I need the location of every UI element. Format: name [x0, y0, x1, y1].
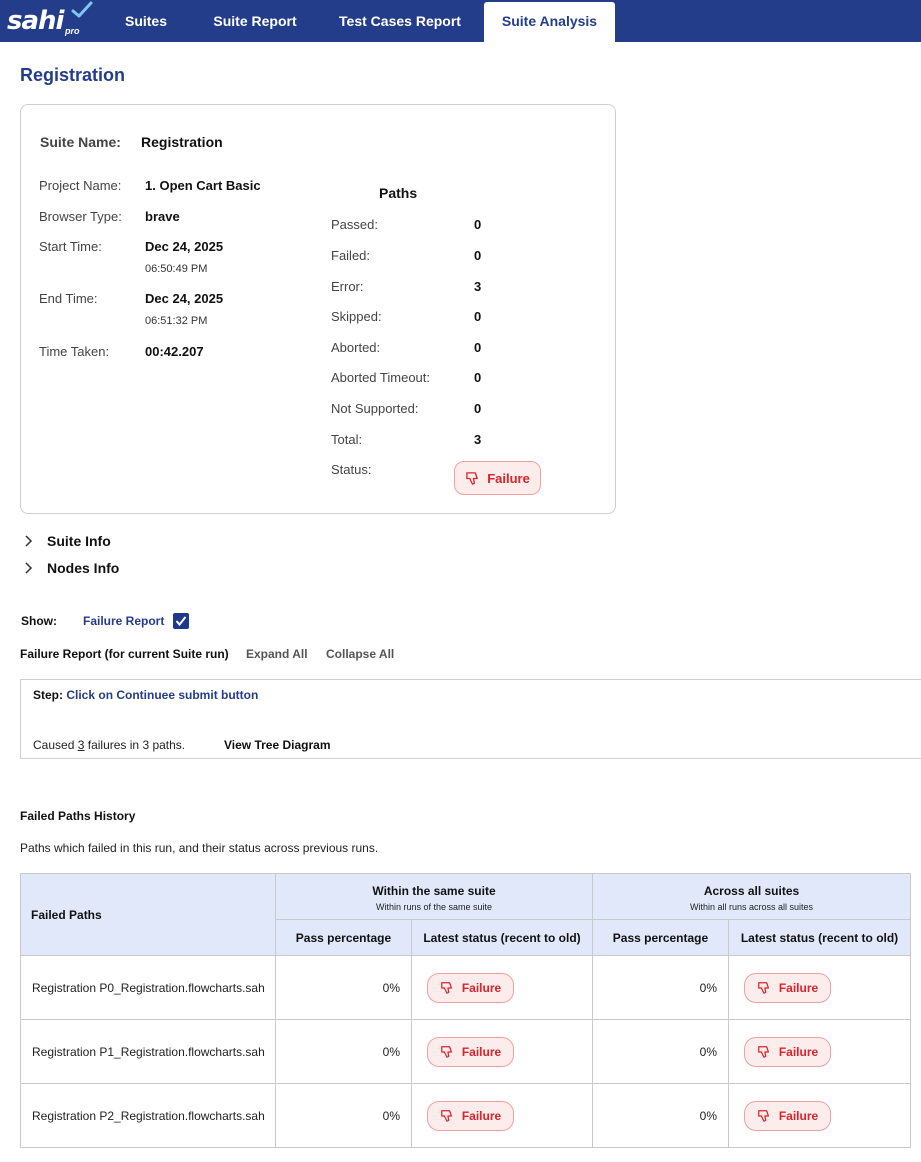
paths-error-value: 3: [474, 279, 482, 294]
logo-text: sahi: [7, 6, 64, 36]
thumbs-down-icon: [757, 1109, 771, 1123]
failure-step-box: [20, 679, 921, 759]
col-latest-status: Latest status (recent to old): [729, 920, 911, 956]
path-cell[interactable]: Registration P0_Registration.flowcharts.sah: [21, 956, 276, 1020]
project-name-value: 1. Open Cart Basic: [145, 178, 261, 193]
expand-all-link[interactable]: Expand All: [246, 647, 308, 661]
same-pass-pct-cell: 0%: [276, 1020, 412, 1084]
failed-paths-history-title: Failed Paths History: [20, 809, 136, 823]
end-date-value: Dec 24, 2025: [145, 291, 224, 306]
collapse-all-link[interactable]: Collapse All: [326, 647, 395, 661]
suite-name-label: Suite Name:: [40, 134, 121, 150]
status-label: Status:: [331, 462, 372, 477]
accordion-nodes-info[interactable]: Nodes Info: [24, 560, 119, 576]
step-text[interactable]: Click on Continuee submit button: [66, 688, 259, 702]
col-failed-paths: Failed Paths: [21, 874, 276, 956]
check-icon: [71, 1, 93, 19]
browser-type-value: brave: [145, 209, 180, 224]
thumbs-down-icon: [757, 1045, 771, 1059]
view-tree-diagram-link[interactable]: View Tree Diagram: [224, 738, 331, 752]
end-time-label: End Time:: [39, 291, 98, 306]
paths-total-label: Total:: [331, 432, 363, 447]
group-all-suites: Across all suites Within all runs across all suites: [593, 874, 911, 920]
same-pass-pct-cell: 0%: [276, 1084, 412, 1148]
col-pass-percentage: Pass percentage: [593, 920, 729, 956]
status-badge[interactable]: Failure: [427, 1101, 514, 1131]
paths-failed-value: 0: [474, 248, 482, 263]
failed-paths-table: [20, 873, 911, 1148]
paths-aborted-timeout-label: Aborted Timeout:: [331, 370, 430, 385]
browser-type-label: Browser Type:: [39, 209, 122, 224]
paths-failed-label: Failed:: [331, 248, 371, 263]
check-icon: [175, 615, 187, 627]
status-badge[interactable]: Failure: [744, 1101, 831, 1131]
paths-not-supported-label: Not Supported:: [331, 401, 419, 416]
project-name-label: Project Name:: [39, 178, 122, 193]
end-time-value: 06:51:32 PM: [145, 315, 208, 327]
paths-not-supported-value: 0: [474, 401, 482, 416]
status-badge: Failure: [454, 461, 541, 495]
all-status-cell: [729, 1084, 911, 1148]
step-label: Step: Click on Continuee submit button: [33, 688, 259, 702]
time-taken-label: Time Taken:: [39, 344, 110, 359]
paths-passed-value: 0: [474, 217, 482, 232]
status-badge[interactable]: Failure: [427, 1037, 514, 1067]
start-time-label: Start Time:: [39, 239, 102, 254]
all-pass-pct-cell: 0%: [593, 1020, 729, 1084]
table-row: [21, 1020, 911, 1084]
accordion-suite-info[interactable]: Suite Info: [24, 533, 111, 549]
status-badge[interactable]: Failure: [427, 973, 514, 1003]
suite-name-value: Registration: [141, 134, 223, 150]
all-status-cell: [729, 956, 911, 1020]
all-status-cell: [729, 1020, 911, 1084]
thumbs-down-icon: [757, 981, 771, 995]
paths-aborted-label: Aborted:: [331, 340, 381, 355]
path-cell[interactable]: Registration P2_Registration.flowcharts.sah: [21, 1084, 276, 1148]
paths-error-label: Error:: [331, 279, 364, 294]
all-pass-pct-cell: 0%: [593, 956, 729, 1020]
failure-report-title: Failure Report (for current Suite run): [20, 647, 229, 661]
thumbs-down-icon: [440, 981, 454, 995]
tab-test-cases-report[interactable]: Test Cases Report: [339, 13, 461, 29]
paths-heading: Paths: [379, 185, 418, 201]
chevron-right-icon: [24, 562, 33, 574]
paths-aborted-timeout-value: 0: [474, 370, 482, 385]
logo-sub-text: pro: [65, 26, 80, 36]
failed-paths-history-subtitle: Paths which failed in this run, and their status across previous runs.: [20, 841, 379, 855]
paths-skipped-label: Skipped:: [331, 309, 382, 324]
same-status-cell: [412, 956, 593, 1020]
tab-suite-analysis[interactable]: Suite Analysis: [484, 2, 615, 42]
paths-total-value: 3: [474, 432, 482, 447]
table-row: [21, 1084, 911, 1148]
sahi-pro-logo[interactable]: [7, 3, 89, 39]
failure-report-link[interactable]: Failure Report: [83, 614, 165, 628]
paths-skipped-value: 0: [474, 309, 482, 324]
all-pass-pct-cell: 0%: [593, 1084, 729, 1148]
time-taken-value: 00:42.207: [145, 344, 204, 359]
col-pass-percentage: Pass percentage: [276, 920, 412, 956]
same-status-cell: [412, 1084, 593, 1148]
thumbs-down-icon: [440, 1109, 454, 1123]
status-badge[interactable]: Failure: [744, 973, 831, 1003]
group-same-suite: Within the same suite Within runs of the same suite: [276, 874, 593, 920]
start-time-value: 06:50:49 PM: [145, 263, 208, 275]
tab-suite-report[interactable]: Suite Report: [213, 13, 297, 29]
top-nav-bar: [0, 0, 921, 42]
failure-report-checkbox[interactable]: [173, 613, 189, 629]
status-badge[interactable]: Failure: [744, 1037, 831, 1067]
tab-suites[interactable]: Suites: [124, 13, 167, 29]
start-date-value: Dec 24, 2025: [145, 239, 224, 254]
chevron-right-icon: [24, 535, 33, 547]
same-pass-pct-cell: 0%: [276, 956, 412, 1020]
caused-count-link[interactable]: 3: [77, 738, 85, 752]
path-cell[interactable]: Registration P1_Registration.flowcharts.sah: [21, 1020, 276, 1084]
page-title: Registration: [20, 65, 126, 85]
col-latest-status: Latest status (recent to old): [412, 920, 593, 956]
paths-passed-label: Passed:: [331, 217, 378, 232]
same-status-cell: [412, 1020, 593, 1084]
thumbs-down-icon: [440, 1045, 454, 1059]
paths-aborted-value: 0: [474, 340, 482, 355]
show-label: Show:: [21, 614, 57, 628]
table-row: [21, 956, 911, 1020]
thumbs-down-icon: [465, 471, 480, 486]
suite-summary-card: [20, 104, 616, 514]
caused-failures-text: Caused 3 failures in 3 paths.: [33, 738, 186, 752]
